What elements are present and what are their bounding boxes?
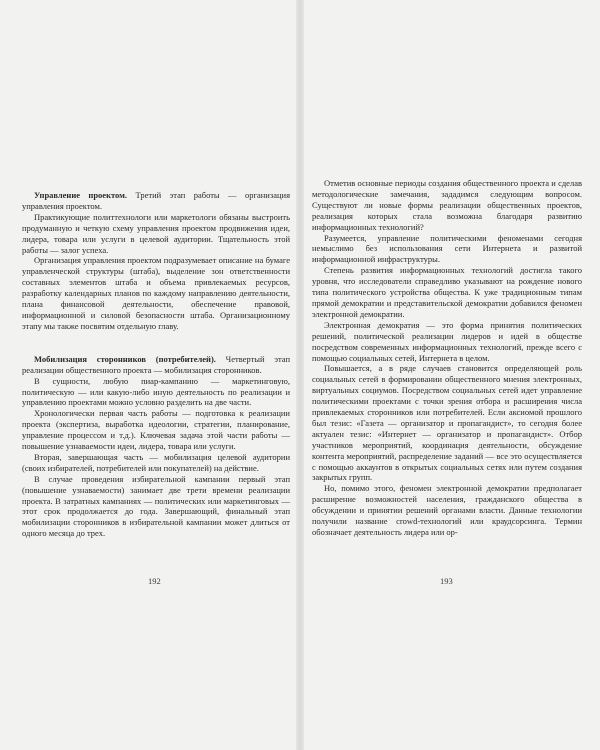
page-number-right: 193 — [440, 576, 453, 586]
paragraph: Вторая, завершающая часть — мобилизация целевой аудитории (своих избирателей, потребителей или покупателей) на действие. — [22, 451, 290, 473]
section-project-management — [22, 190, 290, 212]
paragraph: Отметив основные периоды создания общественного проекта и сделав методологические замечания, зададимся следующим вопросом. Существуют ли новые формы реализации общественных проектов, реализация которых стала возможна благодаря развитию информационных технологий? — [312, 178, 582, 232]
section-lead: Третий этап работы — организация управления проектом. — [22, 190, 290, 211]
paragraph: В случае проведения избирательной кампании первый этап (повышение узнаваемости) занимает две трети времени реализации проекта. В затратных кампаниях — политических или маркетинговых — этот срок продолжается до года. Завершающий, финальный этап мобилизации сторонников в избирательной кампании может длиться от одного месяца до трех. — [22, 473, 290, 539]
section-mobilization — [22, 354, 290, 376]
section-heading: Управление проектом. — [34, 190, 128, 200]
section-heading: Мобилизация сторонников (потребителей). — [34, 353, 216, 364]
paragraph: Повышается, а в ряде случаев становится определяющей роль социальных сетей в формировании общественного мнения электронных, виртуальных социумов. Посредством социальных сетей идет управление политическими проектами с точки зрения отбора и расширения числа привлекаемых сторонников или потребителей. Если аксиомой прошлого был тезис: «Газета — организатор и пропагандист», то сегодня более актуален тезис: «Интернет — организатор и пропагандист». Отбор участников мероприятий, координация деятельности, обсуждение контента мероприятий, распределение заданий — все это осуществляется с помощью аккаунтов в открытых социальных сетях или путем создания закрытых групп. — [312, 363, 582, 483]
paragraph: Степень развития информационных технологий достигла такого уровня, что исследователи справедливо указывают на рождение нового типа политического устройства общества. К уже традиционным типам прямой демократии и представительской демократии добавился феномен электронной демократии. — [312, 265, 582, 319]
paragraph: Но, помимо этого, феномен электронной демократии предполагает расширение возможностей населения, гражданского общества в обсуждении и принятии решений органами власти. Данные технологии получили название crowd-технологий или краудсорсинга. Термин обозначает деятельность лидера или ор- — [312, 483, 582, 537]
paragraph: Электронная демократия — это форма принятия политических решений, политической реализации лидеров и идей в обществе посредством современных информационных технологий, прежде всего с помощью социальных сетей, Интернета в целом. — [312, 319, 582, 363]
right-page — [312, 178, 582, 538]
section-lead: Четвертый этап реализации общественного проекта — мобилизация сторонников. — [22, 353, 290, 375]
book-gutter — [296, 0, 304, 750]
paragraph: В сущности, любую пиар-кампанию — маркетинговую, политическую — или какую-либо иную деятельность по реализации и управлению проектами можно условно разделить на две части. — [22, 375, 290, 408]
paragraph: Хронологически первая часть работы — подготовка к реализации проекта (экспертиза, выработка идеологии, стратегии, планирование, управление процессом и т.д.). Ключевая задача этой части работы — повышение узнаваемости идеи, лидера, товара или услуги. — [22, 408, 290, 452]
left-page — [22, 190, 290, 539]
paragraph: Практикующие политтехнологи или маркетологи обязаны выстроить продуманную и четкую схему управления проектом продвижения идеи, лидера, товара или услуги в целевой аудитории. Тщательность этой работы — залог успеха. — [22, 211, 290, 255]
page-number-left: 192 — [148, 576, 161, 586]
paragraph: Организация управления проектом подразумевает описание на бумаге управленческой структуры (штаба), выделение зон ответственности составных элементов штаба и объема привлекаемых ресурсов, разработку календарных планов по каждому направлению деятельности, плана финансовой деятельности, обеспечение правовой, информационной и силовой безопасности штаба. Организационному этапу мы также посвятим отдельную главу. — [22, 255, 290, 331]
paragraph: Разумеется, управление политическими феноменами сегодня немыслимо без использования сети Интернета и развитой информационной инфраструктуры. — [312, 232, 582, 265]
